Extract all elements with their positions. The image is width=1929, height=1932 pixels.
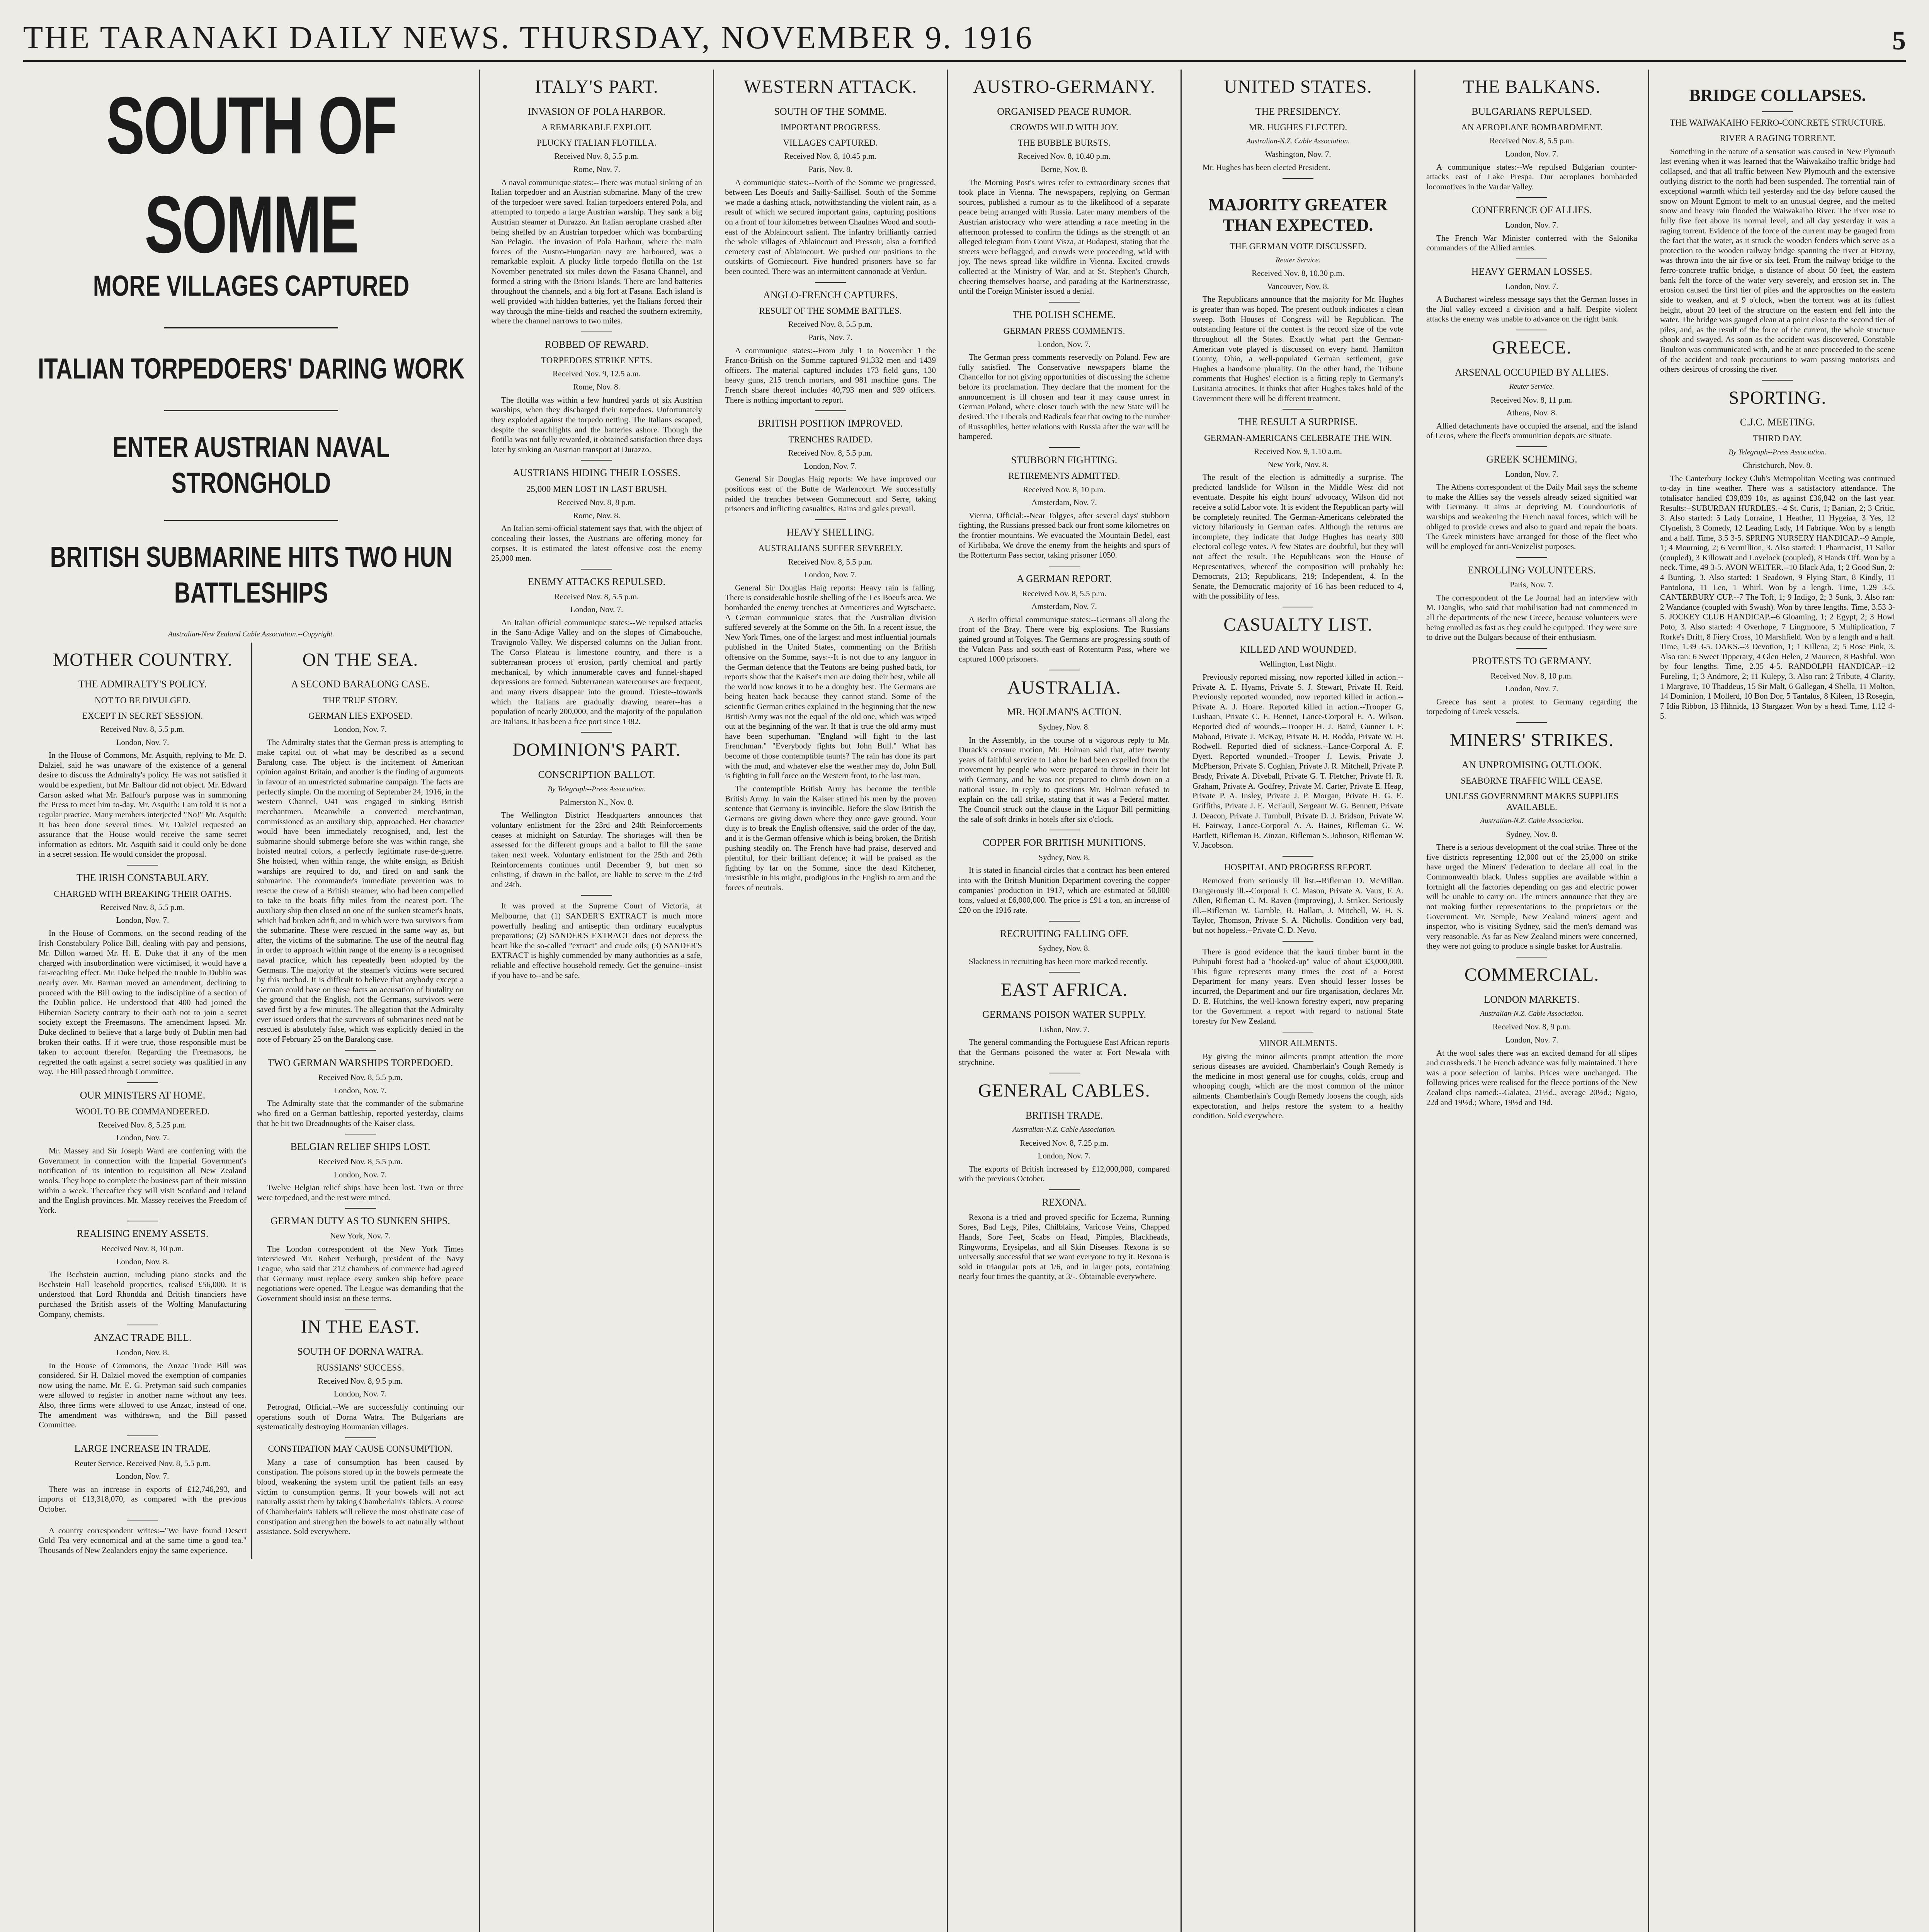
article-subhead: THE TRUE STORY. xyxy=(323,695,398,705)
section-title: AUSTRO-GERMANY. xyxy=(973,77,1155,97)
article-text: Mr. Massey and Sir Joseph Ward are conferring with the Government in connection with the Imperial Government's notification of its intention to requisition all New Zealand wools. They hope to complete the business part of their mission within a week. Thereafter they will visit Scotland and Ireland and the English provinces. Mr. Massey receives the Freedom of York. xyxy=(39,1146,247,1215)
page-number: 5 xyxy=(1892,26,1906,56)
dateline: London, Nov. 7. xyxy=(334,724,387,734)
divider xyxy=(1049,302,1080,303)
article-text: The French War Minister conferred with the Salonika commanders of the Allied armies. xyxy=(1426,233,1637,253)
article-text: The London correspondent of the New York Times interviewed Mr. Robert Yerburgh, president of the Navy League, who said that 212 chambers of commerce had agreed that Germany must replace every sunken ship before peace negotiations were opened. The League was demanding that the Government should insist on these terms. xyxy=(257,1244,464,1303)
article-subhead: VILLAGES CAPTURED. xyxy=(783,138,878,148)
received-line: Received Nov. 9, 1.10 a.m. xyxy=(1254,446,1342,456)
article-text: At the wool sales there was an excited demand for all slipes and crossbreds. The French advance was fully maintained. There was a poor selection of lambs. Prices were unchanged. The following prices were realised for the fleece portions of the New Zealand clips named:--Galatea, 21½d., average 20½d.; Ngaio, 22d and 19½d.; Whare, 19½d and 19d. xyxy=(1426,1048,1637,1107)
article-text: General Sir Douglas Haig reports: Heavy rain is falling. There is considerable hostile shelling of the Les Boeufs area. We bombarded the enemy trenches at Armentieres and Wytschaete. A German communique states that the Australian division suffered severely at the Somme on the 5th. In a recent issue, the New York Times, one of the largest and most influential journals published in the United States, commenting on the British offensive on the Somme, says:--It is not due to any languor in the German defence that the Teutons are being pushed back, for reports show that the Kaiser's men are doing their best, while all the world now knows it to be a doughty best. The Germans are being beaten back because they cannot stand. Some of the scientific German critics explained in the beginning that the new British Army was not the equal of the old one, which was wiped out at the beginning of the war. If that is true the old army must have been superhuman. "England will fight to the last Frenchman." "Everybody fights but John Bull." What has become of those contemptible taunts? The rain has done its part with the mud, and whatever else the weather may do, John Bull is fighting in full force on the Western front, to the last man. xyxy=(725,583,936,781)
advertisement-text: By giving the minor ailments prompt attention the more serious diseases are avoided. Chamberlain's Cough Remedy is the medicine in most general use for coughs, colds, croup and whooping cough, which are the most common of the minor ailments. Chamberlain's Cough Remedy loosens the cough, aids expectoration, and helps restore the system to a healthy condition. Sold everywhere. xyxy=(1192,1051,1403,1121)
dateline: Paris, Nov. 7. xyxy=(1510,580,1554,590)
dateline: London, Nov. 7. xyxy=(1505,149,1558,158)
article-text: The Morning Post's wires refer to extraordinary scenes that took place in Vienna. The newspapers, replying on German sources, published a rumour as to the likelihood of a separate peace being arranged with Russia. Later many members of the Austrian aristocracy who were attending a race meeting in the afternoon professed to confirm the tidings as the strength of an alleged telegram from Count Visza, at Budapest, stating that the streets were beflagged, and crowds were proceeding, wild with joy. The news spread like wildfire in Vienna. Excited crowds collected at the Ministry of War, and at St. Stephen's Church, cheering themselves hoarse, and parading at the Kartnerstrasse, until the Foreign Minister issued a denial. xyxy=(959,177,1170,296)
received-line: Received Nov. 8, 5.5 p.m. xyxy=(788,557,873,566)
article-head: ROBBED OF REWARD. xyxy=(545,338,648,350)
article-subhead: RIVER A RAGING TORRENT. xyxy=(1720,133,1835,143)
divider xyxy=(345,1309,376,1310)
article-subhead: RESULT OF THE SOMME BATTLES. xyxy=(759,306,902,316)
article-head: ENROLLING VOLUNTEERS. xyxy=(1468,564,1596,576)
article-head: BRITISH TRADE. xyxy=(1025,1109,1103,1121)
article-text: Slackness in recruiting has been more marked recently. xyxy=(969,956,1148,966)
divider xyxy=(345,1208,376,1209)
dateline: London, Nov. 7. xyxy=(804,570,857,580)
dateline: New York, Nov. 7. xyxy=(330,1231,391,1241)
article-text: The correspondent of the Le Journal had an interview with M. Danglis, who said that mobilisation had not commenced in all the departments of the new Greece, because volunteers were being enrolled as fast as they could be equipped. They were sure to drive out the Bulgars because of their enthusiasm. xyxy=(1426,593,1637,642)
article-subhead: TRENCHES RAIDED. xyxy=(788,435,873,445)
divider xyxy=(581,732,612,733)
dateline: London, Nov. 7. xyxy=(1505,1035,1558,1044)
divider xyxy=(815,410,846,411)
article-subhead: TORPEDOES STRIKE NETS. xyxy=(541,355,652,366)
divider xyxy=(127,1435,158,1436)
divider xyxy=(581,460,612,461)
banner-4: BRITISH SUBMARINE HITS TWO HUN BATTLESHIPS xyxy=(50,541,452,609)
dateline: London, Nov. 8. xyxy=(116,1348,169,1357)
article-head: MAJORITY GREATER THAN EXPECTED. xyxy=(1208,195,1388,235)
advertisement-text: It was proved at the Supreme Court of Victoria, at Melbourne, that (1) SANDER'S EXTRACT is much more powerfully healing and antiseptic than ordinary eucalyptus preparations; (2) SANDER'S EXTRACT does not depress the heart like the so-called "extract" and crude oils; (3) SANDER'S EXTRACT is highly commended by many authorities as a safe, reliable and effective household remedy. Get the genuine--insist if you have to--and be safe. xyxy=(491,901,702,980)
section-title: AUSTRALIA. xyxy=(1007,677,1121,698)
article-text: General Sir Douglas Haig reports: We have improved our positions east of the Butte de Warlencourt. We successfully raided the trenches between Gommecourt and Serre, taking prisoners and inflicting casualties. Rains and gales prevail. xyxy=(725,474,936,514)
cable-credit: Australian-New Zealand Cable Association.--Copyright. xyxy=(168,630,334,638)
credit-line: Australian-N.Z. Cable Association. xyxy=(1246,137,1350,146)
divider xyxy=(1049,921,1080,922)
article-text: A communique states:--We repulsed Bulgarian counter-attacks east of Lake Prespa. Our aeroplanes bombarded locomotives in the Vardar Valley. xyxy=(1426,162,1637,191)
article-head: SOUTH OF THE SOMME. xyxy=(774,105,887,117)
article-subhead: THE GERMAN VOTE DISCUSSED. xyxy=(1230,242,1366,252)
received-line: Received Nov. 8, 10.30 p.m. xyxy=(1252,269,1344,278)
advertisement-head: REXONA. xyxy=(1042,1197,1087,1208)
received-line: Received Nov. 8, 10.45 p.m. xyxy=(784,151,877,161)
dateline: London, Nov. 7. xyxy=(570,605,623,614)
divider xyxy=(1762,111,1793,112)
article-text: A Bucharest wireless message says that the German losses in the Jiul valley exceed a division and a half. Despite violent attacks the enemy was unable to advance on the right bank. xyxy=(1426,294,1637,324)
received-line: Received Nov. 8, 10 p.m. xyxy=(1023,485,1106,494)
article-subhead: THE WAIWAKAIHO FERRO-CONCRETE STRUCTURE. xyxy=(1670,117,1885,128)
divider xyxy=(1049,972,1080,973)
dateline: London, Nov. 7. xyxy=(334,1170,387,1179)
masthead xyxy=(23,15,1906,62)
article-head: COPPER FOR BRITISH MUNITIONS. xyxy=(983,837,1146,849)
article-head: LONDON MARKETS. xyxy=(1484,993,1580,1005)
article-text: There is good evidence that the kauri timber burnt in the Puhipuhi forest had a "hooked-up" value of about £3,000,000. This figure represents many times the cost of a Forest Department for many years. Even should lesser losses be incurred, the Department and our fire organisation, declares Mr. D. E. Hutchins, the well-known forestry expert, now preparing for the Government a report with regard to national State forestry for New Zealand. xyxy=(1192,947,1403,1026)
column-3 xyxy=(713,70,947,1932)
article-text: There is a serious development of the coal strike. Three of the five districts representing 12,000 out of the 25,000 on strike have urged the Miners' Federation to declare all coal in the Commonwealth black. Unless supplies are available within a fortnight all the factories depending on gas and electric power will be unable to carry on. The miners announce that they are not making further representations to the proprietors or the Government. Mr. Semple, New Zealand miners' agent and inspector, who is visiting Sydney, said the men's demand was very reasonable. As far as New Zealand miners were concerned, they were not going to produce a single basket for Australia. xyxy=(1426,842,1637,951)
dateline: London, Nov. 7. xyxy=(1505,281,1558,291)
column-6 xyxy=(1414,70,1648,1932)
article-head: AUSTRIANS HIDING THEIR LOSSES. xyxy=(512,467,681,479)
dateline: Amsterdam, Nov. 7. xyxy=(1031,602,1097,611)
main-headline: SOUTH OF SOMME xyxy=(106,80,396,270)
article-head: THE PRESIDENCY. xyxy=(1255,105,1341,117)
divider xyxy=(1283,941,1313,942)
article-subhead: A REMARKABLE EXPLOIT. xyxy=(541,122,652,133)
article-head: KILLED AND WOUNDED. xyxy=(1239,643,1357,655)
article-head: GERMAN DUTY AS TO SUNKEN SHIPS. xyxy=(270,1215,450,1227)
column-7 xyxy=(1648,70,1906,1932)
article-head: GREEK SCHEMING. xyxy=(1486,453,1577,465)
article-head: THE IRISH CONSTABULARY. xyxy=(77,872,209,883)
article-text: The Canterbury Jockey Club's Metropolitan Meeting was continued to-day in fine weather. There was a satisfactory attendance. The totalisator handled £39,839 10s, as against £36,842 on the last year. Results:--SUBURBAN HURDLES.--4 St. Curis, 1; Banian, 2; 3 Critic, 3. Also started: 5 Lady Lorraine, 1 Heather, 11 Hygeiaa, 3 Yes, 12 Clynelish, 3 Comedy, 12 Leading Lady, 14 Fabrique. Won by a length and a half. Time, 3.5 3-5. SPRING NURSERY HANDICAP.--9 Ample, 1; 4 Mourning, 2; 6 Vermillion, 3. Also started: 1 Pharmacist, 11 Sailor (coupled), 3 Killowatt and Lovelock (coupled), 8 Hands Off. Won by a neck. Time, 49 3-5. AVON WELTER.--10 Black Ada, 1; 2 Good Sun, 2; 4 Bunting, 3. Also started: 1 Seadown, 9 Flying Start, 8 Kindly, 11 Pantolona, 11 Leo, 1 Whirl. Won by a length. Time, 1.29 3-5. CANTERBURY CUP.--7 The Toff, 1; 9 Indigo, 2; 3 Sunk, 3. Also ran: 2 Wandance (coupled with Swash). Won by three lengths. Time, 3.53 3-5. JOCKEY CLUB HANDICAP.--6 Gloaming, 1; 2 Egypt, 2; 3 Howl Poto, 3. Also started: 4 Overhope, 7 Lingmoore, 5 Multiplication, 7 Rorke's Drift, 8 Fiery Cross, 10 Marshfield. Won by a length and a half. Time, 1.39 3-5. OAKS.--3 Devotion, 1; 1 Killena, 2; 5 Rose Pink, 3. Also ran: 6 Sweet Tipperary, 4 Glen Helen, 2 Maureen, 8 Bashful. Won by four lengths. Time, 2.35 4-5. RANDOLPH HANDICAP.--12 Fureling, 1; 3 Andmore, 2; 11 Kulepy, 3. Also ran: 2 Tribute, 4 Clarity, 1 Margrave, 10 Thaddeus, 15 Sir Malt, 6 Gallegan, 4 Shella, 11 Molton, 14 Dominion, 1 Mollerd, 10 Bon Dor, 5 Tantalus, 8 Kileen, 13 Rosegin, 7 Idia Ribbon, 13 Hihnida, 13 Stargazer. Won by a head. Time, 1.12 4-5. xyxy=(1660,473,1895,721)
received-line: Reuter Service. Received Nov. 8, 5.5 p.m. xyxy=(74,1458,211,1468)
received-line: Received Nov. 8, 9 p.m. xyxy=(1492,1022,1571,1032)
article-text: The general commanding the Portuguese East African reports that the Germans poisoned the water at Fort Newala with strychnine. xyxy=(959,1037,1170,1067)
article-text: Removed from seriously ill list.--Rifleman D. McMillan. Dangerously ill.--Corporal F. C. Mason, Private A. Vaux, F. A. Allen, Rifleman C. M. Raven (improving), J. Striker. Seriously ill.--Rifleman W. Gamble, B. Hallam, J. Mitchell, W. H. S. Taylor, Thomson, Private S. A. Nicholls. Condition very bad, but not hopeless.--Private C. D. Nevo. xyxy=(1192,876,1403,935)
article-text: The exports of British increased by £12,000,000, compared with the previous October. xyxy=(959,1164,1170,1184)
article-head: BRIDGE COLLAPSES. xyxy=(1689,86,1866,105)
section-title: ON THE SEA. xyxy=(302,649,418,670)
dateline: London, Nov. 7. xyxy=(1505,220,1558,230)
article-text: It is stated in financial circles that a contract has been entered into with the British Munition Department covering the copper companies' production in 1917, which are estimated at 50,000 tons, valued at £6,000,000. The price is £91 a ton, an increase of £20 on the 1916 rate. xyxy=(959,866,1170,915)
article-head: AN UNPROMISING OUTLOOK. xyxy=(1461,759,1602,770)
article-head: INVASION OF POLA HARBOR. xyxy=(527,105,666,117)
received-line: Received Nov. 8, 10 p.m. xyxy=(1490,671,1573,680)
dateline: Rome, Nov. 8. xyxy=(573,382,620,392)
dateline: Paris, Nov. 8. xyxy=(808,164,852,174)
divider xyxy=(1283,409,1313,410)
article-head: ANGLO-FRENCH CAPTURES. xyxy=(763,289,898,301)
received-line: Received Nov. 8, 5.5 p.m. xyxy=(788,320,873,329)
received-line: Received Nov. 9, 12.5 a.m. xyxy=(553,369,641,379)
article-head: ARSENAL OCCUPIED BY ALLIES. xyxy=(1454,366,1609,378)
received-line: Received Nov. 8, 5.5 p.m. xyxy=(318,1073,403,1082)
article-subhead: GERMAN-AMERICANS CELEBRATE THE WIN. xyxy=(1204,433,1392,443)
divider xyxy=(1762,380,1793,381)
article-subhead: THE BUBBLE BURSTS. xyxy=(1018,138,1111,148)
dateline: Sydney, Nov. 8. xyxy=(1038,852,1090,862)
dateline: Christchurch, Nov. 8. xyxy=(1742,461,1813,470)
article-text: The German press comments reservedly on Poland. Few are fully satisfied. The Conservative newspapers blame the Chancellor for not giving opportunities of discussing the scheme before its proclamation. They declare that the moment for the announcement is ill chosen and fear it may cause unrest in German Poland, where closer touch with the new State will be desired. The Liberals and Radicals fear that owing to the number of Russophiles, better relations with Russia after the war will be hampered. xyxy=(959,352,1170,441)
article-head: SOUTH OF DORNA WATRA. xyxy=(297,1345,424,1357)
section-title: CASUALTY LIST. xyxy=(1223,614,1373,635)
dateline: Vancouver, Nov. 8. xyxy=(1267,281,1329,291)
dateline: Washington, Nov. 7. xyxy=(1265,150,1331,159)
article-head: BELGIAN RELIEF SHIPS LOST. xyxy=(290,1141,430,1153)
received-line: Received Nov. 8, 10.40 p.m. xyxy=(1018,151,1111,161)
divider xyxy=(1516,648,1547,649)
masthead-title: THE TARANAKI DAILY NEWS. THURSDAY, NOVEMBER 9. 1916 xyxy=(23,20,1034,56)
dateline: New York, Nov. 8. xyxy=(1267,459,1329,469)
received-line: Received Nov. 8, 5.5 p.m. xyxy=(100,902,185,912)
article-text: The result of the election is admittedly a surprise. The predicted landslide for Wilson in the Middle West did not eventuate. Despite his eight hours' advocacy, Wilson did not receive a solid Labor vote. It is evident the Republican party will be completely reunited. The German-Americans celebrated the victory hilariously in German cafes. Although the returns are incomplete, they indicate that Judge Hughes has nearly 300 electoral college votes. A few States are doubtful, but they will not affect the result. The Republicans won the House of Representatives, whereof the composition will probably be: Democrats, 213; Republicans, 219; Independent, 4. In the Senate, the Democratic majority of 16 has been reduced to 4, with the possibility of less. xyxy=(1192,473,1403,601)
article-text: The Republicans announce that the majority for Mr. Hughes is greater than was hoped. The present outlook indicates a clean sweep. Both Houses of Congress will be Republican. The outstanding feature of the contest is the record size of the vote throughout all the States. Exactly what part the German-American vote played is discussed on every hand. Hamilton County, Ohio, a well-populated German settlement, gave Hughes a handsome plurality. On the other hand, the Tribune comments that Hughes' election is a fitting reply to Germany's Lusitania atrocities. It thinks that after Hughes takes hold of the Government there will be different treatment. xyxy=(1192,294,1403,403)
article-head: THE POLISH SCHEME. xyxy=(1012,309,1116,320)
received-line: Received Nov. 8, 5.5 p.m. xyxy=(1489,136,1574,146)
article-head: ORGANISED PEACE RUMOR. xyxy=(997,105,1131,117)
article-head: REALISING ENEMY ASSETS. xyxy=(77,1228,209,1240)
article-subhead: AUSTRALIANS SUFFER SEVERELY. xyxy=(758,543,903,553)
article-text: Something in the nature of a sensation was caused in New Plymouth last evening when it was learned that the Waiwakaiho traffic bridge had collapsed, and that all traffic between New Plymouth and the extensive outlying district to the north had been suspended. The torrential rain of exceptional warmth which fell yesterday and the day before caused the snow on Mount Egmont to melt to an unusual degree, and the melted snow and heavy rain flooded the Waiwakaiho River. The river rose to fully five feet above its normal level, and all day yesterday it was a raging torrent. Evidence of the force of the current may be gauged from the fact that the water, as it struck the wooden fenders which serve as a protection to the wooden railway bridge spanning the river at Fitzroy, was thrown into the air five or six feet. From the railway bridge to the ferro-concrete traffic bridge, a distance of about 50 feet, the eastern bank felt the force of the water very severely, and erosion set in. The erosion caused the first tier of piles and the approaches on the eastern side to weaken, and at 9 o'clock, when the torrent was at its fullest height, about 20 feet of the structure on the eastern end fell into the water. The bridge was gauged clean at a point close to the second tier of piles, and, as the result of the force of the current, the whole structure shook and swayed. As soon as the accident was discovered, Constable Boulton was communicated with, and he at once proceeded to the scene of the accident and took precautions to warn passing motorists and others desirous of crossing the river. xyxy=(1660,146,1895,374)
section-title: IN THE EAST. xyxy=(301,1316,420,1337)
dateline: Paris, Nov. 7. xyxy=(808,333,852,342)
article-head: MR. HOLMAN'S ACTION. xyxy=(1007,706,1122,718)
section-title: DOMINION'S PART. xyxy=(512,740,681,760)
article-subhead: UNLESS GOVERNMENT MAKES SUPPLIES AVAILABLE. xyxy=(1445,791,1619,812)
article-head: A GERMAN REPORT. xyxy=(1017,573,1112,584)
article-text: An Italian official communique states:--We repulsed attacks in the Sano-Adige Valley and on the slopes of Cimabouche, Travignolo Valley. We dispersed columns on the Julian front. The Corso Plateau is limestone country, and there is a subterranean process of erosion, partly chemical and partly mechanical, by which innumerable caves and funnel-shaped depressions are formed. Subterranean watercourses are frequent, and many rivers disappear into the ground. Trieste--towards which the Italians are gradually drawing nearer--has a population of nearly 200,000, and the majority of the population are Italians. It has been a free port since 1382. xyxy=(491,617,702,726)
dateline: London, Nov. 7. xyxy=(116,915,169,925)
advertisement-head: CONSTIPATION MAY CAUSE CONSUMPTION. xyxy=(268,1444,453,1454)
credit-line: Australian-N.Z. Cable Association. xyxy=(1480,1010,1584,1018)
article-subhead: IMPORTANT PROGRESS. xyxy=(780,122,881,133)
dateline: London, Nov. 7. xyxy=(116,1133,169,1143)
received-line: Received Nov. 8, 5.5 p.m. xyxy=(554,151,639,161)
received-line: Received Nov. 8, 10 p.m. xyxy=(101,1244,184,1253)
dateline: London, Nov. 8. xyxy=(116,1257,169,1266)
dateline: Sydney, Nov. 8. xyxy=(1506,829,1558,839)
article-head: GERMANS POISON WATER SUPPLY. xyxy=(982,1009,1147,1020)
article-subhead: EXCEPT IN SECRET SESSION. xyxy=(82,711,203,721)
article-subhead: AN AEROPLANE BOMBARDMENT. xyxy=(1461,122,1602,133)
article-subhead: MR. HUGHES ELECTED. xyxy=(1249,122,1347,133)
article-text: The Athens correspondent of the Daily Mail says the scheme to make the Allies say the vessels already seized signified war with Germany. It aims at depriving M. Coundouriotis of warships and weakening the French naval forces, which will be obliged to provide crews and also to guard and repair the boats. The Greek ministers have arranged for those of the fleet who will be employed for anti-Venizelist purposes. xyxy=(1426,482,1637,551)
article-head: RECRUITING FALLING OFF. xyxy=(1000,928,1128,939)
article-text: Petrograd, Official.--We are successfully continuing our operations south of Dorna Watra. The Bulgarians are systematically destroying Roumanian villages. xyxy=(257,1402,464,1432)
credit-line: Reuter Service. xyxy=(1275,256,1321,265)
dateline: London, Nov. 7. xyxy=(116,737,169,747)
article-head: C.J.C. MEETING. xyxy=(1740,417,1815,428)
dateline: Berne, Nov. 8. xyxy=(1041,164,1088,174)
section-title: UNITED STATES. xyxy=(1224,77,1372,97)
article-subhead: GERMAN PRESS COMMENTS. xyxy=(1003,326,1125,336)
section-title: GENERAL CABLES. xyxy=(978,1080,1150,1101)
article-text: Twelve Belgian relief ships have been lost. Two or three were torpedoed, and the rest were mined. xyxy=(257,1183,464,1202)
article-subhead: HOSPITAL AND PROGRESS REPORT. xyxy=(1224,862,1372,872)
banner-1: MORE VILLAGES CAPTURED xyxy=(93,269,410,303)
banner-2: ITALIAN TORPEDOERS' DARING WORK xyxy=(38,352,464,385)
dateline: London, Nov. 7. xyxy=(1038,339,1091,349)
dateline: London, Nov. 7. xyxy=(804,461,857,471)
article-head: HEAVY SHELLING. xyxy=(786,526,874,538)
article-text: Vienna, Official:--Near Tolgyes, after several days' stubborn fighting, the Russians pressed back our front some kilometres on the frontier mountains. We evacuated the Mountain Bedel, east of Kirlibaba. We drove the enemy from the heights and spurs of the Rotterturm Pass sector, taking prisoner 1050. xyxy=(959,510,1170,560)
article-subhead: CHARGED WITH BREAKING THEIR OATHS. xyxy=(54,889,231,899)
received-line: Received Nov. 8, 5.5 p.m. xyxy=(318,1157,403,1167)
advertisement-head: MINOR AILMENTS. xyxy=(1259,1038,1337,1048)
section-title: MINERS' STRIKES. xyxy=(1449,730,1614,751)
divider xyxy=(1049,447,1080,448)
article-text: Allied detachments have occupied the arsenal, and the island of Leros, where the fleet's ammunition depots are situate. xyxy=(1426,421,1637,440)
article-text: The contemptible British Army has become the terrible British Army. In vain the Kaiser stirred his men by the proven sentence that Germany is invincible. Before the slow British the Germans are giving down where they once gave ground. Your duty is to break the English offensive, said the order of the day, and it is the German offensive which is being broken, the British pushing steadily on. The French have had praise, deserved and plentiful, for their brilliant defence; it will be praised as the fighting by far on the Somme, since the dead Kitchener, irresistible in his might, prodigious in the English to arm and the forces of neutrals. xyxy=(725,784,936,892)
divider xyxy=(127,865,158,866)
dateline: London, Nov. 7. xyxy=(1505,469,1558,479)
section-title: WESTERN ATTACK. xyxy=(743,77,917,97)
article-text: The Admiralty states that the German press is attempting to make capital out of what may be described as a second Baralong case. The object is the incitement of American opinion against Britain, and another is the finding of arguments in favour of an unrestricted submarine campaign. The facts are perfectly simple. On the morning of September 24, 1916, in the western Channel, U41 was engaged in sinking British merchantmen. Meanwhile a converted merchantman, commissioned as an auxiliary ship, approached. Her character would have been immediately recognised, and, lest the submarine should submerge before she was within range, she hoisted neutral colors, a perfectly legitimate ruse-de-guerre. She hoisted, when within range, the white ensign, as British warships are required to do, and fired on and sank the submarine. The commander's immediate prevention was to rescue the crew of a British steamer, who had been compelled to take to the boats fifty miles from the nearest port. The auxiliary ship then closed on one of the sunken steamer's boats, which had broken adrift, and in which were two survivors from the submarine. These were rescued in the same way as, but after, the victims of the submarine. The use of the neutral flag in order to approach within range of the enemy is a recognised naval practice, which has repeatedly been adopted by the Germans. The majority of the steamer's victims were secured by this method. It is difficult to believe that anybody except a German could base on these facts an accusation of brutality on the ground that the English, not the Germans, survivors were saved first by a few minutes. The allegation that the Admiralty ever issued orders that the survivors of submarines need not be rescued is absolutely false, which was explicitly denied in the note of February 25 on the Baralong case. xyxy=(257,737,464,1044)
article-head: OUR MINISTERS AT HOME. xyxy=(80,1090,206,1101)
received-line: Received Nov. 8, 9.5 p.m. xyxy=(318,1376,403,1386)
divider xyxy=(164,520,338,521)
divider xyxy=(164,410,338,411)
article-text: In the House of Commons, on the second reading of the Irish Constabulary Police Bill, dealing with pay and pensions, Mr. Dillon warned Mr. H. E. Duke that if any of the men charged with insubordination were victimised, it would have a far-reaching effect. Mr. Duke helped the trouble in Dublin was nearly over. Mr. Barman moved an amendment, declining to proceed with the Bill owing to the indiscipline of a section of the Dublin police. He understood that 400 had joined the Hibernian Society contrary to their oath not to join a secret society except the Freemasons. The amendment lapsed. Mr. Duke declined to believe that a large body of Dublin men had broken their oaths. If it were true, those responsible must be taken to account therefor. Regarding the Freemasons, he regretted the oath against a secret society was qualified in any way. The Bill passed through Committee. xyxy=(39,928,247,1077)
article-text: A communique states:--From July 1 to November 1 the Franco-British on the Somme captured 91,332 men and 1439 officers. The material captured includes 173 field guns, 130 heavy guns, 215 trench mortars, and 981 machine guns. The French share thereof includes 40,793 men and 939 officers. There is nothing important to report. xyxy=(725,345,936,405)
credit-line: Australian-N.Z. Cable Association. xyxy=(1012,1126,1116,1134)
section-title: EAST AFRICA. xyxy=(1000,980,1128,1000)
article-text: In the House of Commons, Mr. Asquith, replying to Mr. D. Dalziel, said he was unaware of the existence of a general desire to discuss the Admiralty's policy. He was not satisfied it would be expedient, but Mr. Balfour did not object. Mr. Edward Carson asked what Mr. Balfour's purpose was in summoning the Press to meet him to-day. Mr. Asquith: I am told it is not a regular practice. Many members interjected "No!" Mr. Asquith: It has been done several times. Mr. Dalziel requested an assurance that the House would receive the same secret information as editors. Mr. Asquith said it could only be done in a secret session. He would consider the proposal. xyxy=(39,750,247,859)
dateline: Sydney, Nov. 8. xyxy=(1038,722,1090,732)
dateline: Sydney, Nov. 8. xyxy=(1038,944,1090,953)
article-head: LARGE INCREASE IN TRADE. xyxy=(74,1442,211,1454)
article-text: The Admiralty state that the commander of the submarine who fired on a German battleship, reported yesterday, claims that he hit two Dreadnoughts of the Kaiser class. xyxy=(257,1099,464,1128)
article-subhead: 25,000 MEN LOST IN LAST BRUSH. xyxy=(526,484,667,494)
article-head: THE ADMIRALTY'S POLICY. xyxy=(78,679,207,690)
article-subhead: SEABORNE TRAFFIC WILL CEASE. xyxy=(1461,776,1603,786)
received-line: Received Nov. 8, 5.5 p.m. xyxy=(788,448,873,458)
article-text: Mr. Hughes has been elected President. xyxy=(1203,163,1330,172)
article-head: THE RESULT A SURPRISE. xyxy=(1238,416,1358,428)
article-head: BRITISH POSITION IMPROVED. xyxy=(758,418,903,429)
received-line: Received Nov. 8, 5.5 p.m. xyxy=(554,592,639,601)
divider xyxy=(164,327,338,328)
column-5 xyxy=(1181,70,1414,1932)
received-line: Received Nov. 8, 11 p.m. xyxy=(1490,395,1573,405)
article-text: Previously reported missing, now reported killed in action.--Private A. E. Hyams, Private S. J. Stewart, Private H. Reid. Previously reported wounded, now reported killed in action.--Private A. J. Hoare. Reported killed in action.--Trooper G. Lushaan, Private C. E. Bennet, Lance-Corporal E. A. Wilson. Reported died of wounds.--Trooper H. J. Baird, Gunner J. F. Mahood, Private J. McKay, Private B. B. Rodda, Private W. H. Rodwell. Reported died of sickness.--Lance-Corporal A. F. Dyett. Reported wounded.--Trooper J. Lewis, Private J. McPherson, Private S. Coghlan, Private J. R. Mitchell, Private P. Brady, Private A. Diveball, Private G. T. Fletcher, Private H. R. Graham, Private A. Godfrey, Private M. Carter, Private E. Heap, Private P. A. Insley, Private J. P. Morgan, Private H. G. E. Griffiths, Private J. E. McFaull, Sergeant W. G. Bennett, Private J. Deacon, Private J. Turnbull, Private D. J. Bridson, Private W. H. Fairway, Lance-Corporal A. A. Baines, Rifleman G. W. Bartlett, Rifleman B. Zinzan, Rifleman S. Johnson, Rifleman W. V. Jacobson. xyxy=(1192,672,1403,850)
divider xyxy=(345,1050,376,1051)
credit-line: Reuter Service. xyxy=(1509,383,1555,391)
article-subhead: CROWDS WILD WITH JOY. xyxy=(1010,122,1118,133)
dateline: London, Nov. 7. xyxy=(1505,684,1558,694)
article-head: A SECOND BARALONG CASE. xyxy=(291,679,430,690)
dateline: London, Nov. 7. xyxy=(334,1389,387,1399)
article-subhead: WOOL TO BE COMMANDEERED. xyxy=(75,1106,210,1116)
article-text: Greece has sent a protest to Germany regarding the torpedoing of Greek vessels. xyxy=(1426,697,1637,716)
dateline: Palmerston N., Nov. 8. xyxy=(560,797,634,807)
article-subhead: GERMAN LIES EXPOSED. xyxy=(308,711,412,721)
article-subhead: THIRD DAY. xyxy=(1753,434,1802,444)
article-head: HEAVY GERMAN LOSSES. xyxy=(1471,265,1592,277)
advertisement-text: Many a case of consumption has been caused by constipation. The poisons stored up in the bowels permeate the blood, weakening the system until the patient falls an easy victim to consumption germs. If your bowels will not act naturally assist them by taking Chamberlain's Tablets. A course of Chamberlain's Tablets will relieve the most obstinate case of constipation and strengthen the bowels to act naturally without assistance. Sold everywhere. xyxy=(257,1457,464,1536)
article-head: CONFERENCE OF ALLIES. xyxy=(1471,204,1592,216)
article-text: There was an increase in exports of £12,746,293, and imports of £13,318,070, as compared with the previous October. xyxy=(39,1484,247,1514)
divider xyxy=(345,1437,376,1438)
divider xyxy=(1516,197,1547,198)
dateline: London, Nov. 7. xyxy=(116,1471,169,1481)
column-1 xyxy=(23,70,479,1932)
article-subhead: NOT TO BE DIVULGED. xyxy=(95,695,191,705)
advertisement-text: A country correspondent writes:--"We have found Desert Gold Tea very economical and at the same time a good tea." Thousands of New Zealanders enjoy the same experience. xyxy=(39,1526,247,1555)
divider xyxy=(127,1082,158,1083)
article-head: TWO GERMAN WARSHIPS TORPEDOED. xyxy=(267,1057,453,1068)
article-text: A naval communique states:--There was mutual sinking of an Italian torpedoer and an Austrian submarine. Many of the crew of the torpedoer were saved. Italian torpedoers entered Pola, and attempted to torpedo a large Austrian warship. They sank a big Austrian steamer at Durazzo. An Italian aeroplane crashed after being shelled by an Austrian torpedoer which was bombarding San Pelagio. The invasion of Pola Harbour, where the main forces of the Austro-Hungarian navy are harboured, was a remarkable exploit. A plucky little torpedo flotilla on the 1st November penetrated six miles down the Fasana Channel, and formed a string with the Brioni Islands. There are land batteries throughout the channels, and a big fort at Fasana. Each island is well provided with hidden batteries, yet the Italians forced their way through the mine-fields and reached the southern extremity, where the channel narrows to two miles. xyxy=(491,177,702,326)
divider xyxy=(1283,178,1313,179)
divider xyxy=(1283,856,1313,857)
article-head: CONSCRIPTION BALLOT. xyxy=(538,769,655,780)
dateline: Amsterdam, Nov. 7. xyxy=(1031,498,1097,507)
received-line: Received Nov. 8, 7.25 p.m. xyxy=(1020,1138,1109,1148)
section-title: GREECE. xyxy=(1492,337,1572,358)
article-head: BULGARIANS REPULSED. xyxy=(1471,105,1592,117)
article-text: In the House of Commons, the Anzac Trade Bill was considered. Sir H. Dalziel moved the exemption of companies now using the name. Mr. E. G. Pretyman said such companies were allowed to register in another name without any fees. Also, three firms were allowed to use Anzac, instead of one. The amendment was withdrawn, and the Bill passed Committee. xyxy=(39,1361,247,1430)
article-text: A communique states:--North of the Somme we progressed, between Les Boeufs and Sailly-Saillisel. South of the Somme we made a dashing attack, notwithstanding the violent rain, as a result of which we secured important gains, capturing positions on a front of four kilometres between Chaulnes Wood and south-east of the Ablaincourt salient. The infantry brilliantly carried the whole villages of Ablaincourt and Pressoir, also a fortified cemetery east of Ablaincourt. We pushed our positions to the outskirts of Gomiecourt. Five hundred prisoners have so far been counted. There was an intermittent cannonade at Verdun. xyxy=(725,177,936,276)
column-1-right xyxy=(251,643,468,1559)
article-subhead: RUSSIANS' SUCCESS. xyxy=(316,1362,404,1372)
article-text: The Bechstein auction, including piano stocks and the Bechstein Hall leasehold properties, realised £56,000. It is understood that Lord Rhondda and British financiers have purchased the British assets of the Wolfing Manufacturing Company, chemists. xyxy=(39,1270,247,1319)
dateline: Rome, Nov. 7. xyxy=(573,164,620,174)
received-line: Received Nov. 8, 5.5 p.m. xyxy=(100,724,185,734)
divider xyxy=(1516,722,1547,723)
section-title: SPORTING. xyxy=(1728,387,1827,408)
dateline: London, Nov. 7. xyxy=(334,1085,387,1095)
received-line: Received Nov. 8, 5.25 p.m. xyxy=(98,1120,187,1129)
credit-line: Australian-N.Z. Cable Association. xyxy=(1480,817,1584,825)
dateline: Athens, Nov. 8. xyxy=(1506,408,1557,418)
divider xyxy=(581,569,612,570)
divider xyxy=(1516,557,1547,558)
article-head: STUBBORN FIGHTING. xyxy=(1011,454,1118,466)
column-2 xyxy=(479,70,713,1932)
credit-line: By Telegraph--Press Association. xyxy=(1728,448,1827,457)
article-subhead: RETIREMENTS ADMITTED. xyxy=(1008,471,1120,481)
section-title: THE BALKANS. xyxy=(1463,77,1601,97)
received-line: Received Nov. 8, 8 p.m. xyxy=(557,498,636,507)
divider xyxy=(1516,446,1547,447)
article-head: ANZAC TRADE BILL. xyxy=(94,1332,192,1344)
dateline: Rome, Nov. 8. xyxy=(573,510,620,520)
column-1-left xyxy=(34,643,251,1559)
article-head: PROTESTS TO GERMANY. xyxy=(1472,655,1592,667)
article-text: The Wellington District Headquarters announces that voluntary enlistment for the 23rd and 24th Reinforcements ceases at midnight on Saturday. The shortages will then be assessed for the different groups and a ballot to fill the same taken next week. Voluntary enlistment for the 25th and 26th Reinforcements continues until December 9, but men so enlisting, if drawn in the ballot, are liable to serve in the 23rd and 24th. xyxy=(491,810,702,889)
divider xyxy=(815,519,846,520)
section-title: COMMERCIAL. xyxy=(1464,964,1599,985)
divider xyxy=(581,895,612,896)
article-subhead: PLUCKY ITALIAN FLOTILLA. xyxy=(537,138,657,148)
dateline: Lisbon, Nov. 7. xyxy=(1039,1024,1089,1034)
article-text: An Italian semi-official statement says that, with the object of concealing their losses, the Austrians are offering money for corpses. It is estimated the latest offensive cost the enemy 25,000 men. xyxy=(491,524,702,563)
article-text: In the Assembly, in the course of a vigorous reply to Mr. Durack's censure motion, Mr. Holman said that, after twenty years of faithful service to Labor he had been expelled from the movement by people who were prepared to throw in their lot with Germany, and he was not prepared to climb down on a national issue. In reply to questions Mr. Holman refused to explain on the call strike, stating that it was a Federal matter. The Council struck out the clause in the Liquor Bill permitting the sale of soft drinks in hotels after six o'clock. xyxy=(959,735,1170,824)
received-line: Received Nov. 8, 5.5 p.m. xyxy=(1022,588,1107,598)
article-text: The flotilla was within a few hundred yards of six Austrian warships, when they discharged their torpedoes. Unfortunately they exploded against the torpedo netting. The Italians escaped, despite the searchlights and the batteries ashore. Though the flotilla was not fully rewarded, it obtained satisfaction three days later by sinking an Austrian transport at Durazzo. xyxy=(491,395,702,454)
dateline: Wellington, Last Night. xyxy=(1260,659,1336,669)
section-title: ITALY'S PART. xyxy=(535,77,658,97)
article-text: A Berlin official communique states:--Germans all along the front of the Bray. There were big explosions. The Russians gained ground at Tolgyes. The Germans are progressing south of the Vulcan Pass and south-east of Rotenturm Pass, where we captured 1000 prisoners. xyxy=(959,614,1170,664)
column-4 xyxy=(947,70,1181,1932)
section-title: MOTHER COUNTRY. xyxy=(53,649,233,670)
credit-line: By Telegraph--Press Association. xyxy=(548,785,646,793)
advertisement-text: Rexona is a tried and proved specific for Eczema, Running Sores, Bad Legs, Piles, Chilblains, Varicose Veins, Chapped Hands, Sore Feet, Scabs on Head, Pimples, Blackheads, Ringworms, Erysipelas, and all Skin Diseases. Rexona is so universally successful that we want everyone to try it. Rexona is sold in triangular pots at 1/6, and in larger pots, containing nearly four times the quantity, at 3/-. Obtainable everywhere. xyxy=(959,1212,1170,1281)
article-head: ENEMY ATTACKS REPULSED. xyxy=(528,576,665,587)
divider xyxy=(815,282,846,283)
dateline: London, Nov. 7. xyxy=(1038,1151,1091,1161)
divider xyxy=(1049,1189,1080,1190)
column-1-subcolumns xyxy=(34,643,468,1559)
banner-3: ENTER AUSTRIAN NAVAL STRONGHOLD xyxy=(112,430,390,499)
